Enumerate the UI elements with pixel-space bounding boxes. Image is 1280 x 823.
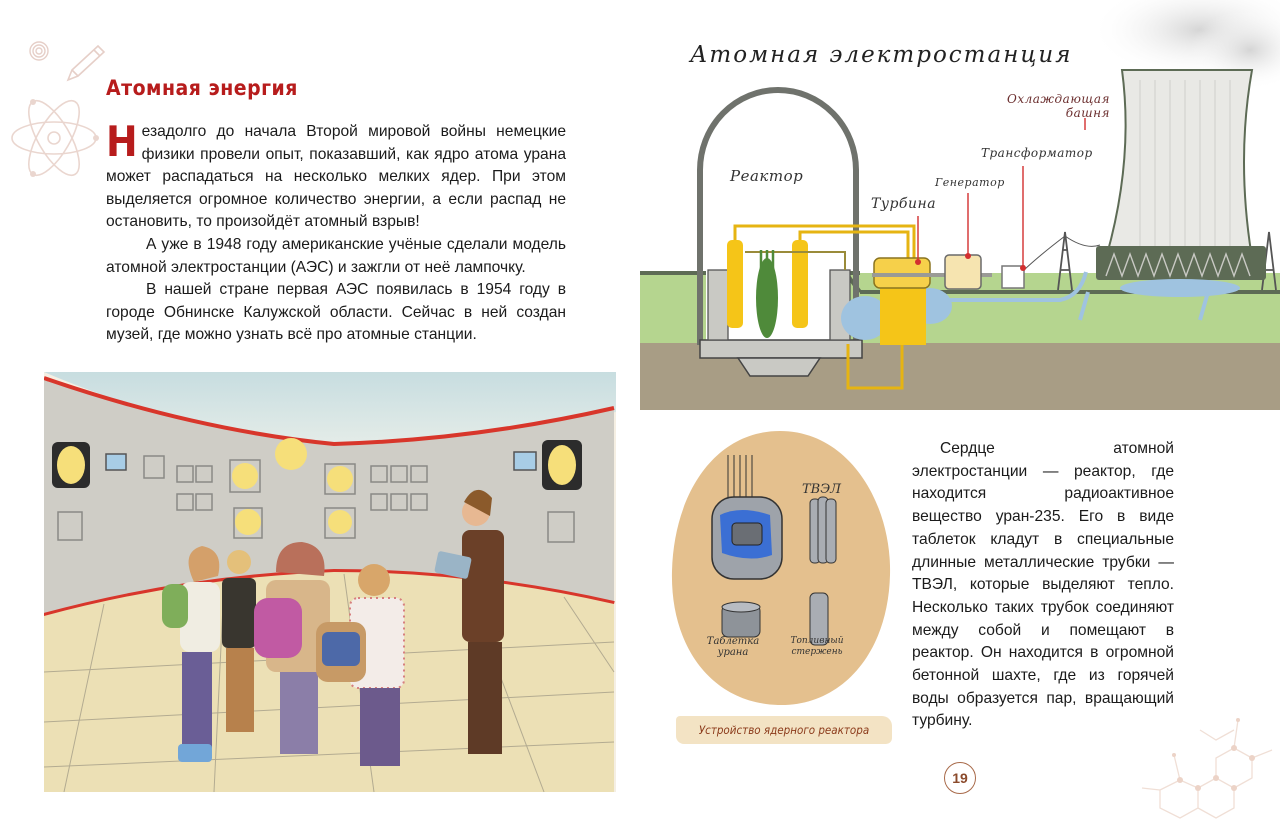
article-body <box>106 117 566 347</box>
drop-cap: Н <box>106 117 138 166</box>
label-cooling-tower: Охлаждающая башня <box>1007 92 1110 120</box>
reactor-inset-illustration <box>660 425 900 715</box>
page-number: 19 <box>944 762 976 794</box>
spiral-icon <box>28 40 50 62</box>
label-generator: Генератор <box>935 176 1005 189</box>
power-plant-diagram <box>640 0 1280 420</box>
atom-icon <box>6 88 102 188</box>
label-reactor: Реактор <box>730 167 804 185</box>
paragraph-2: А уже в 1948 году американские учёные сделали модель атомной электростанции (АЭС) и зажгли от неё лампочку. <box>106 235 566 276</box>
reactor-paragraph: Сердце атомной электростанции — реактор, где находится радиоактивное вещество уран-235. Его в виде таблеток кладут в специальные длинные металлические трубки — ТВЭЛ, которые выделяют тепло. Несколько таких трубок соединяют между собой и помещают в реактор. Он находится в огромной бетонной шахте, где из горячей воды образуется пар, вращающий турбину. <box>912 440 1174 730</box>
label-turbine: Турбина <box>871 196 937 212</box>
label-fuel-rod: Топливный стержень <box>790 636 844 657</box>
molecule-icon <box>1140 700 1280 823</box>
reactor-description <box>912 438 1174 733</box>
control-room-illustration <box>44 372 616 792</box>
pencil-icon <box>62 40 108 86</box>
label-uranium-pellet: Таблетка урана <box>706 636 760 658</box>
paragraph-3: В нашей стране первая АЭС появилась в 1954 году в городе Обнинске Калужской области. Сейчас в ней создан музей, где можно узнать всё про атомные станции. <box>106 281 566 344</box>
inset-caption: Устройство ядерного реактора <box>676 716 892 744</box>
page-title: Атомная энергия <box>106 76 298 100</box>
label-tvel: ТВЭЛ <box>802 482 842 497</box>
label-transformer: Трансформатор <box>981 146 1093 160</box>
diagram-title: Атомная электростанция <box>690 42 1073 68</box>
paragraph-1: Незадолго до начала Второй мировой войны немецкие физики провели опыт, показавший, как ядро атома урана может распадаться на несколько мелких ядер. При этом выделяется огромное количество энергии, а если распад не остановить, то произойдёт атомный взрыв! <box>106 117 566 231</box>
